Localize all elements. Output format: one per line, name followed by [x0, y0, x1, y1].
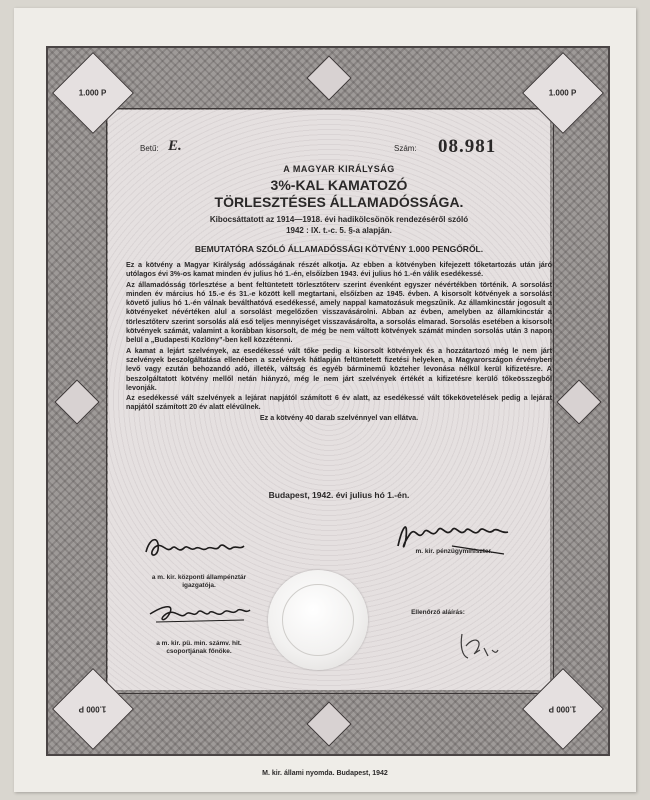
terms-paragraph-prescription: Az esedékessé vált szelvények a lejárat napjától számított 6 év alatt, az esedékessé vált tőkekövetelések pedig a lejárat napjától számított 20 év alatt elévülnek. [126, 393, 552, 412]
department-head-caption: a m. kir. pü. min. számv. hit. csoportjának főnöke. [156, 640, 242, 655]
place-and-date: Budapest, 1942. évi julius hó 1.-én. [268, 490, 410, 500]
terms-paragraph-redemption: Az államadósság törlesztése a bent feltüntetett törlesztőterv szerint évenként egyszer névértékben történik. A sorsolást minden év március hó 15.-e és 31.-e között kell megtartani, elsőízben az 1945. évben. A kisorsolt kötvények a sorsolást követő julius hó 1.-én válnak beválthatóvá esedékessé, amely nappal kamatozásuk megszűnik. Az államkincstár jogosult a kötvényeket névértéken alul a sorsolást megelőzően visszavásárolni. Abban az évben, amelyben az államkincstár a törlesztőterv szerint sorsolás alá eső teljes mennyiséget visszavásárolta, a sorsolás elmarad. Sorsolás esetében a kisorsolt kötvények számát, valamint a korábban kisorsolt, de még be nem váltott kötvények számát minden sorsolás után 3 napon belül a „Budapesti Közlöny”-ben kell közzétenni. [126, 279, 552, 345]
serial-number-label: Szám: [394, 144, 417, 153]
bearer-bond-heading: BEMUTATÓRA SZÓLÓ ÁLLAMADÓSSÁGI KÖTVÉNY 1.000 PENGŐRŐL. [194, 244, 484, 254]
series-letter-value: E. [168, 138, 182, 154]
terms-paragraph-interest: Ez a kötvény a Magyar Királyság adósságának részét alkotja. Az ebben a kötvényben kifejezett tőketartozás után járó utólagos évi 3%-os kamat minden év julius hó 1.-én, elsőízben 1943. évi julius hó 1.-én válik esedékessé. [126, 260, 552, 279]
corner-denomination-bottom-left: 1.000 P [52, 668, 134, 750]
corner-denomination-bottom-right: 1.000 P [522, 668, 604, 750]
issuer-line: A MAGYAR KIRÁLYSÁG [283, 164, 395, 174]
bond-terms [126, 260, 552, 423]
serial-row [122, 134, 556, 162]
corner-denomination-top-left: 1.000 P [52, 52, 134, 134]
bond-sheet [14, 8, 636, 792]
side-ornament-right [556, 379, 601, 424]
corner-denomination-top-right: 1.000 P [522, 52, 604, 134]
side-ornament-left [54, 379, 99, 424]
side-ornament-top [306, 55, 351, 100]
side-ornament-bottom [306, 701, 351, 746]
treasury-director-signature [140, 528, 250, 564]
issuance-line1: Kibocsáttatott az 1914—1918. évi hadikölcsönök rendezéséről szóló [209, 215, 469, 224]
terms-paragraph-coupons: Ez a kötvény 40 darab szelvénnyel van ellátva. [259, 412, 419, 422]
finance-minister-caption: m. kir. pénzügyminiszter. [415, 548, 493, 555]
serial-number-value: 08.981 [438, 136, 497, 157]
embossed-seal [268, 570, 368, 670]
series-letter-label: Betű: [140, 144, 159, 153]
department-head-signature [146, 598, 256, 630]
bond-title-line1: 3%-KAL KAMATOZÓ [270, 177, 408, 193]
issuance-line2: 1942 : IX. t.-c. 5. §-a alapján. [286, 226, 392, 235]
printer-imprint: M. kir. állami nyomda. Budapest, 1942 [262, 770, 388, 777]
embossed-seal-ring [282, 584, 354, 656]
bond-title-line2: TÖRLESZTÉSES ÁLLAMADÓSSÁGA. [214, 194, 464, 210]
control-signature [454, 626, 504, 662]
terms-paragraph-payment: A kamat a lejárt szelvények, az esedékessé vált tőke pedig a kisorsolt kötvények és a hozzátartozó még le nem járt szelvények beszolgáltatása ellenében a szelvények hátlapján feltüntetett fizetési helyeken, a Magyarországon érvényben levő vagy ezután behozandó adó, illeték, váltság és egyéb bárminemű közteher levonása nélkül kerül kifizetésre. A beszolgáltatott kötvény mellől netán hiányzó, még le nem járt szelvények értékét a kifizetésre kerülő tőkeösszegből levonják. [126, 345, 552, 392]
control-signature-caption: Ellenőrző aláírás: [411, 609, 465, 616]
treasury-director-caption: a m. kir. központi állampénztár igazgatója. [151, 574, 247, 589]
issuance-basis [122, 214, 556, 236]
